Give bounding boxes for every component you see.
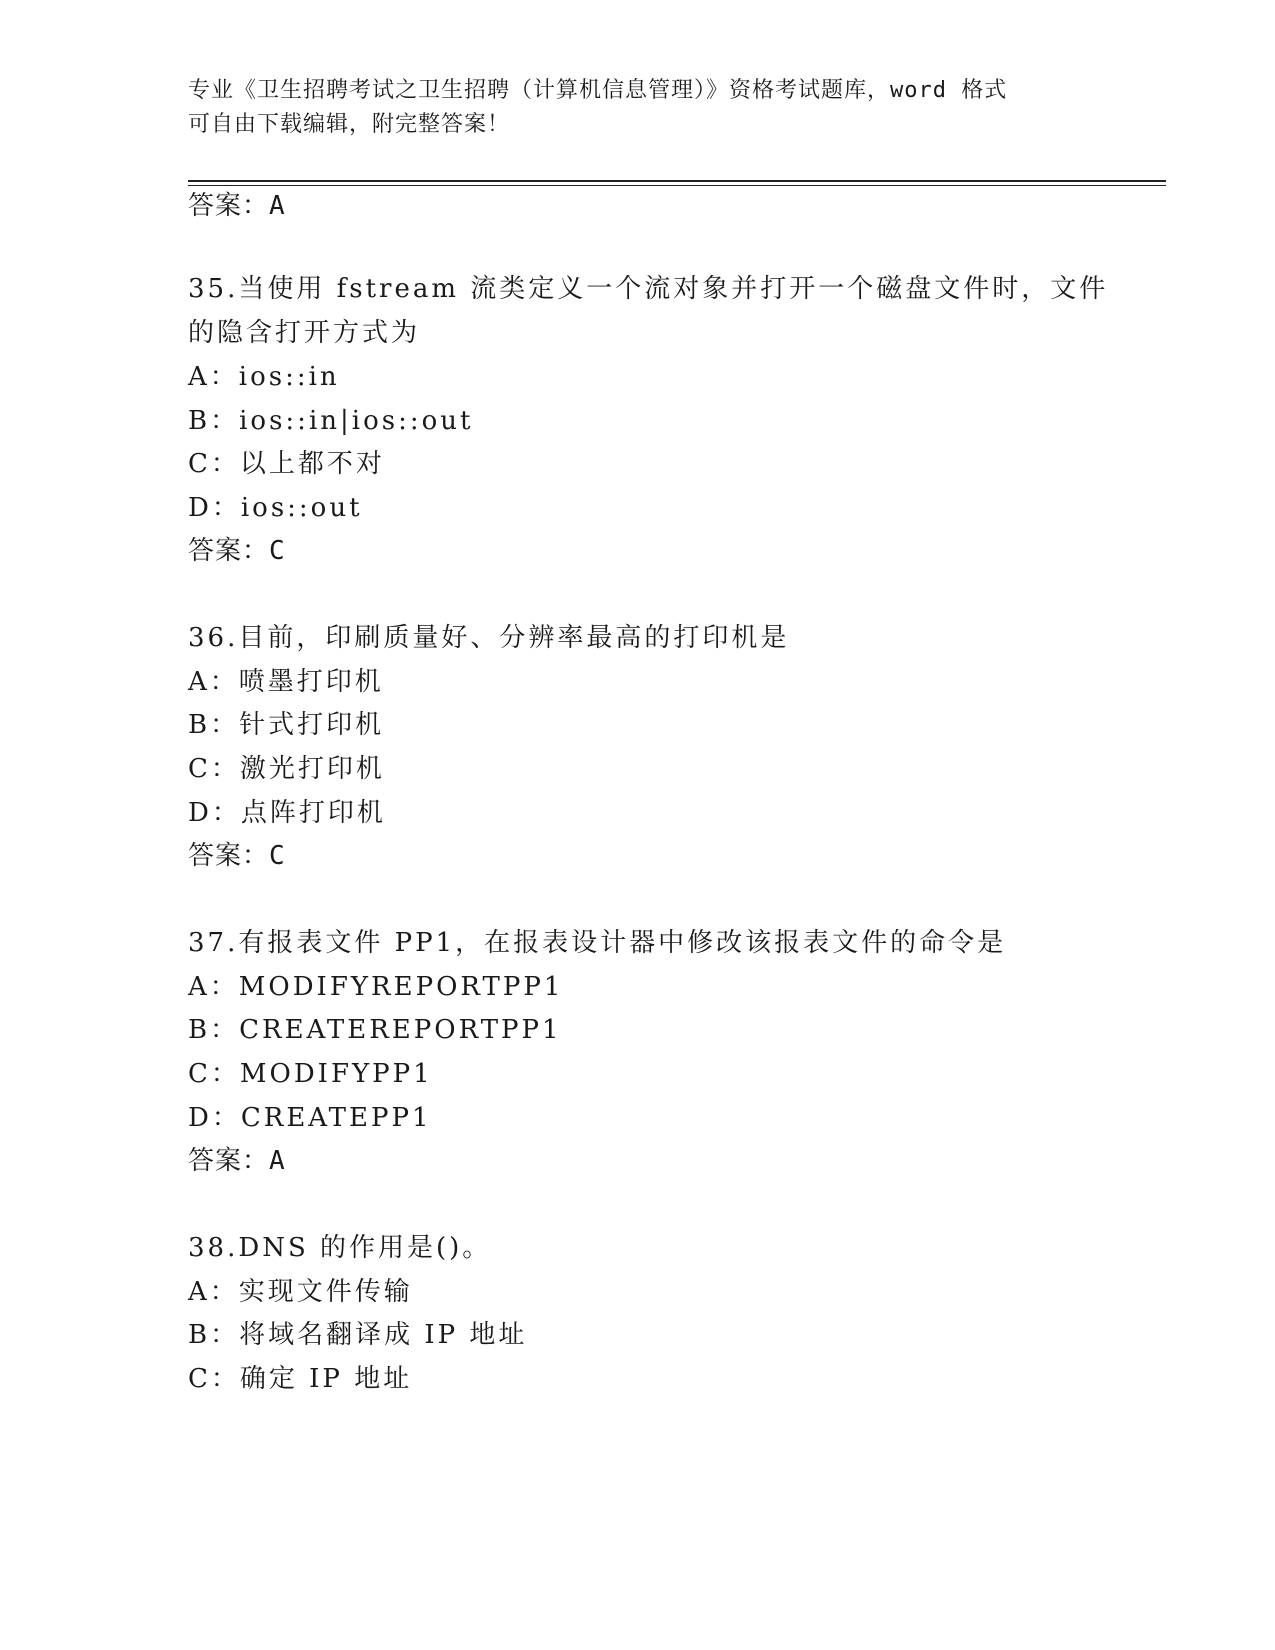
- option-b: B：将域名翻译成 IP 地址: [188, 1320, 528, 1350]
- question-text: 37.有报表文件 PP1，在报表设计器中修改该报表文件的命令是: [188, 928, 1007, 958]
- answer-line: 答案：A: [188, 191, 286, 221]
- option-a: A：ios::in: [188, 362, 340, 392]
- option-b: B：ios::in|ios::out: [188, 406, 474, 436]
- option-c: C：确定 IP 地址: [188, 1364, 413, 1394]
- question-text: 36.目前，印刷质量好、分辨率最高的打印机是: [188, 623, 790, 653]
- document-header: [188, 74, 1088, 142]
- header-divider-thick: [188, 180, 1166, 182]
- option-d: D：CREATEPP1: [188, 1103, 432, 1133]
- question-text: 35.当使用 fstream 流类定义一个流对象并打开一个磁盘文件时，文件: [188, 274, 1109, 304]
- answer-line: 答案：C: [188, 841, 286, 871]
- option-c: C：以上都不对: [188, 449, 385, 479]
- option-c: C：激光打印机: [188, 754, 385, 784]
- option-b: B：针式打印机: [188, 710, 385, 740]
- answer-line: 答案：A: [188, 1146, 286, 1176]
- option-d: D：ios::out: [188, 493, 363, 523]
- header-divider-thin: [188, 185, 1166, 186]
- header-line-1: 专业《卫生招聘考试之卫生招聘（计算机信息管理）》资格考试题库，word 格式: [188, 78, 1008, 103]
- option-a: A：实现文件传输: [188, 1277, 413, 1307]
- option-c: C：MODIFYPP1: [188, 1059, 433, 1089]
- answer-line: 答案：C: [188, 536, 286, 566]
- question-text: 的隐含打开方式为: [188, 318, 421, 348]
- option-a: A：MODIFYREPORTPP1: [188, 972, 564, 1002]
- question-text: 38.DNS 的作用是()。: [188, 1233, 492, 1263]
- option-a: A：喷墨打印机: [188, 667, 384, 697]
- option-b: B：CREATEREPORTPP1: [188, 1015, 562, 1045]
- option-d: D：点阵打印机: [188, 798, 386, 828]
- header-line-2: 可自由下载编辑，附完整答案！: [188, 112, 511, 137]
